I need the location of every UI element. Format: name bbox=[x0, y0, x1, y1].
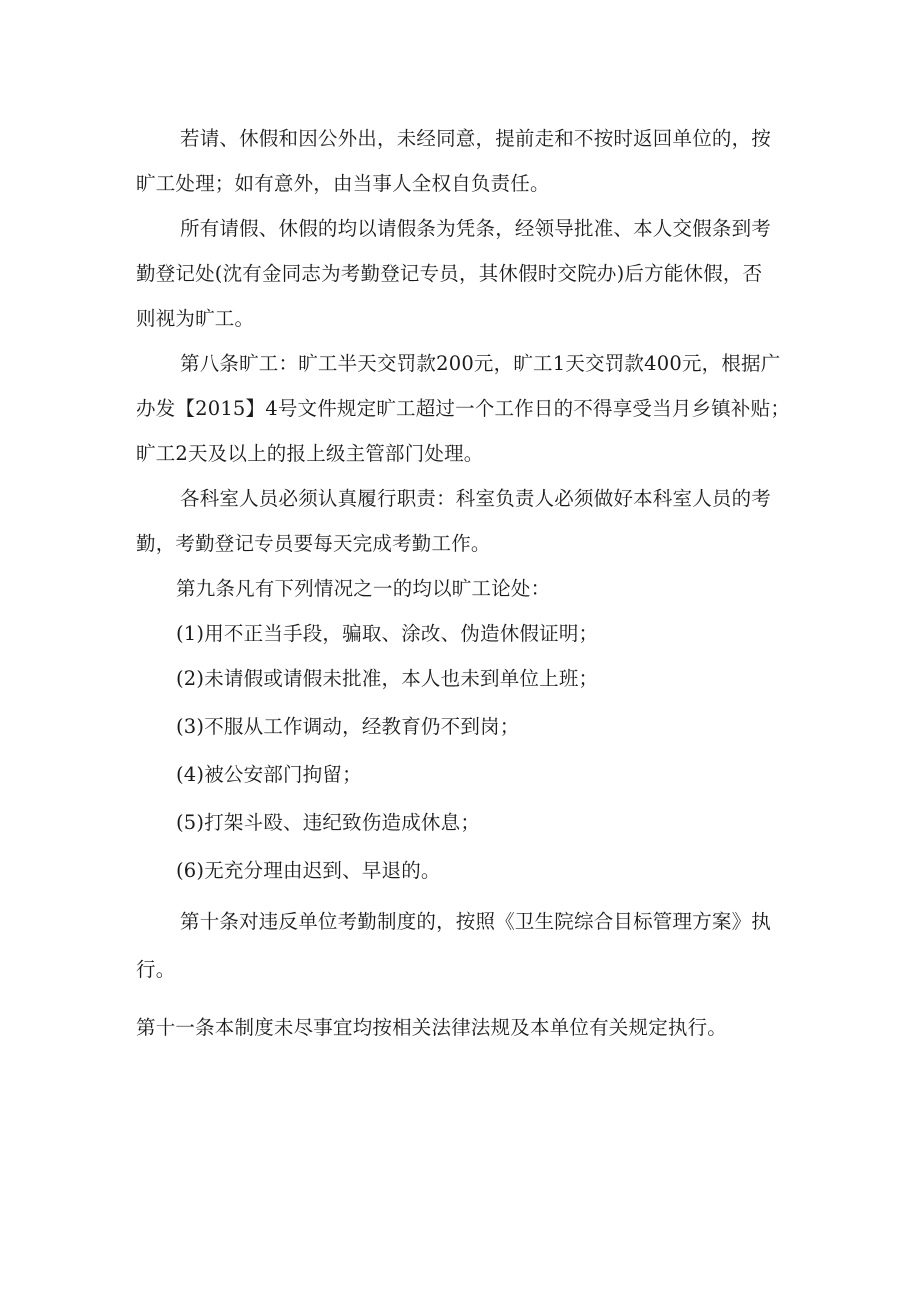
article-8-line: 办发【2015】4号文件规定旷工超过一个工作日的不得享受当月乡镇补贴； bbox=[136, 397, 791, 420]
paragraph-line: 旷工处理；如有意外，由当事人全权自负责任。 bbox=[136, 172, 550, 195]
paragraph-line: 勤，考勤登记专员要每天完成考勤工作。 bbox=[136, 532, 491, 555]
list-item: (2)未请假或请假未批准，本人也未到单位上班； bbox=[176, 667, 599, 690]
list-item: (6)无充分理由迟到、早退的。 bbox=[176, 859, 441, 882]
list-item: (5)打架斗殴、违纪致伤造成休息； bbox=[176, 811, 481, 834]
article-8-line: 旷工2天及以上的报上级主管部门处理。 bbox=[136, 442, 484, 465]
paragraph-line: 所有请假、休假的均以请假条为凭条，经领导批准、本人交假条到考 bbox=[180, 217, 772, 240]
list-item: (3)不服从工作调动，经教育仍不到岗； bbox=[176, 715, 520, 738]
list-item: (1)用不正当手段，骗取、涂改、伪造休假证明； bbox=[176, 622, 599, 645]
paragraph-line: 各科室人员必须认真履行职责：科室负责人必须做好本科室人员的考 bbox=[180, 487, 772, 510]
list-item: (4)被公安部门拘留； bbox=[176, 763, 362, 786]
article-9-heading: 第九条凡有下列情况之一的均以旷工论处： bbox=[176, 577, 551, 600]
article-11-line: 第十一条本制度未尽事宜均按相关法律法规及本单位有关规定执行。 bbox=[136, 1016, 728, 1039]
paragraph-line: 勤登记处(沈有金同志为考勤登记专员，其休假时交院办)后方能休假，否 bbox=[136, 262, 763, 285]
article-8-line: 第八条旷工：旷工半天交罚款200元，旷工1天交罚款400元，根据广 bbox=[180, 352, 781, 375]
paragraph-line: 若请、休假和因公外出，未经同意，提前走和不按时返回单位的，按 bbox=[180, 127, 772, 150]
article-10-line: 行。 bbox=[136, 958, 176, 981]
article-10-line: 第十条对违反单位考勤制度的，按照《卫生院综合目标管理方案》执 bbox=[180, 910, 772, 933]
paragraph-line: 则视为旷工。 bbox=[136, 307, 255, 330]
